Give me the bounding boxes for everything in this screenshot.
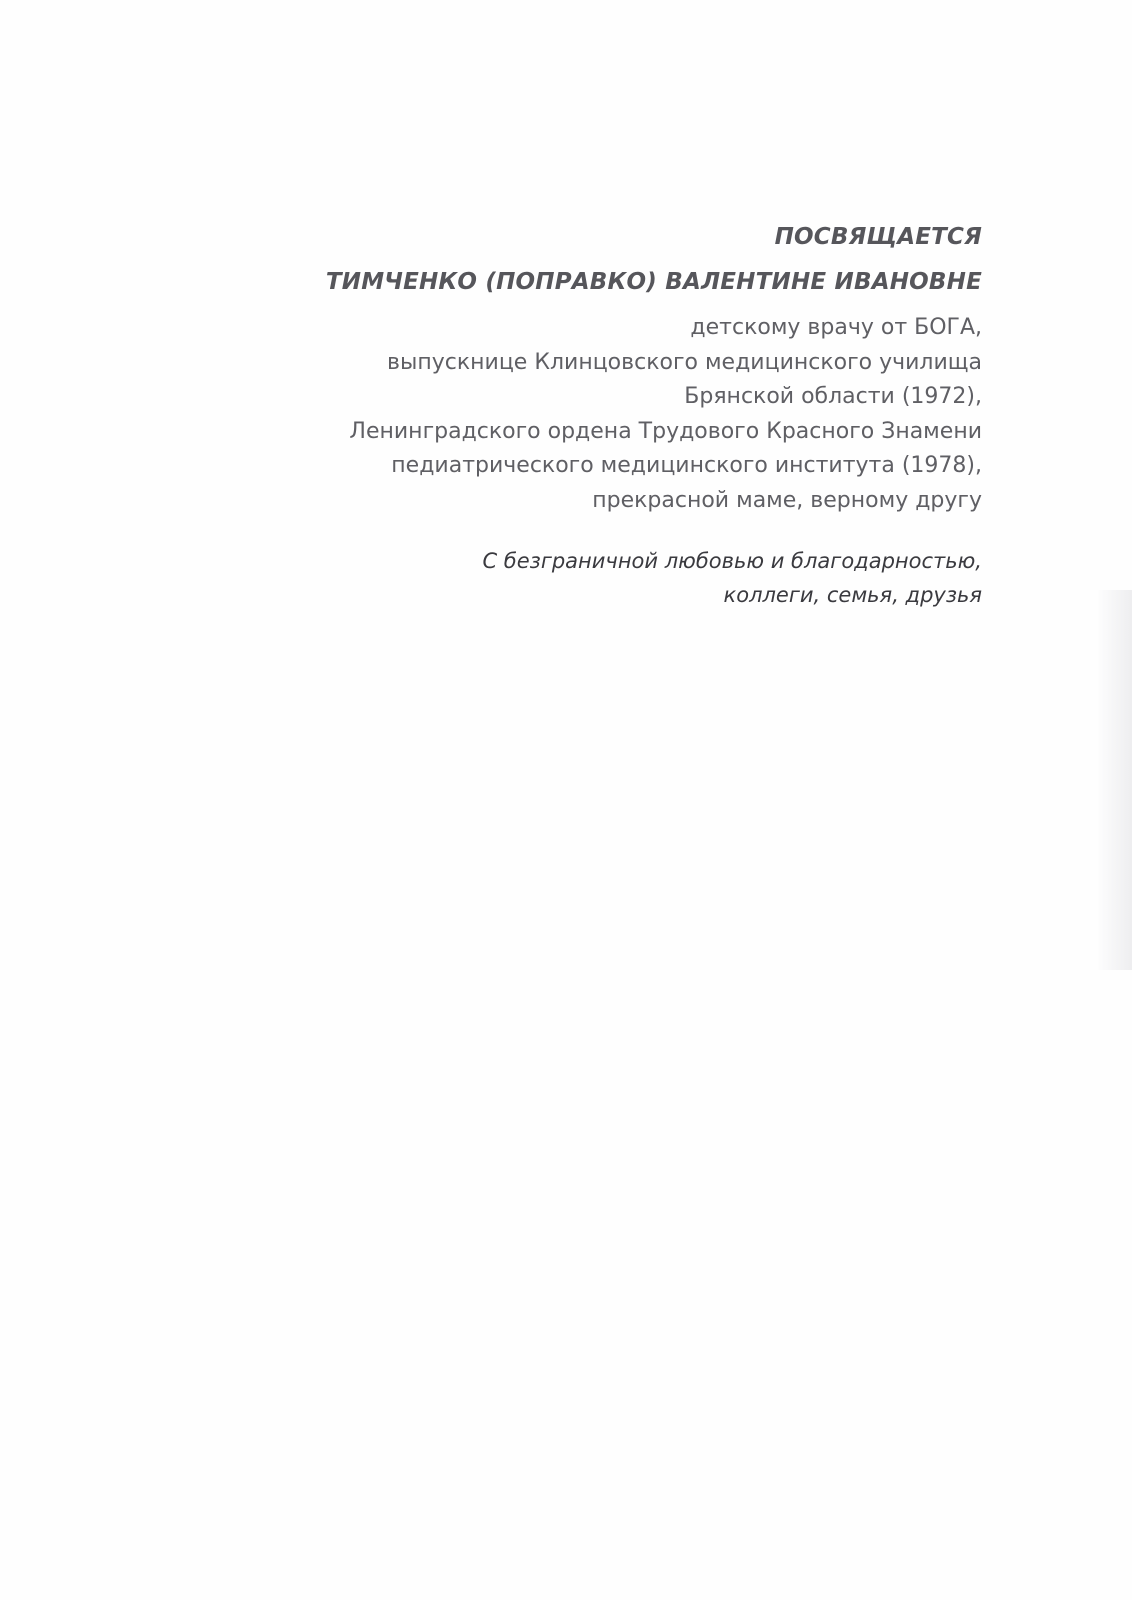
description-line: выпускнице Клинцовского медицинского училища xyxy=(387,349,982,375)
description-line: Ленинградского ордена Трудового Красного Знамени xyxy=(349,418,982,444)
dedication-block xyxy=(222,222,982,633)
dedication-description xyxy=(222,311,982,518)
dedicatee-name: ТИМЧЕНКО (ПОПРАВКО) ВАЛЕНТИНЕ ИВАНОВНЕ xyxy=(325,269,982,295)
closing-line: коллеги, семья, друзья xyxy=(723,583,982,607)
closing-line: С безграничной любовью и благодарностью, xyxy=(482,549,982,573)
page-edge-shadow xyxy=(1096,590,1132,970)
description-line: детскому врачу от БОГА, xyxy=(690,315,982,340)
dedication-closing xyxy=(222,544,982,612)
description-line: прекрасной маме, верному другу xyxy=(592,487,982,513)
description-line: педиатрического медицинского института (1978), xyxy=(391,453,982,478)
dedication-title: ПОСВЯЩАЕТСЯ xyxy=(774,224,982,250)
description-line: Брянской области (1972), xyxy=(684,384,982,409)
